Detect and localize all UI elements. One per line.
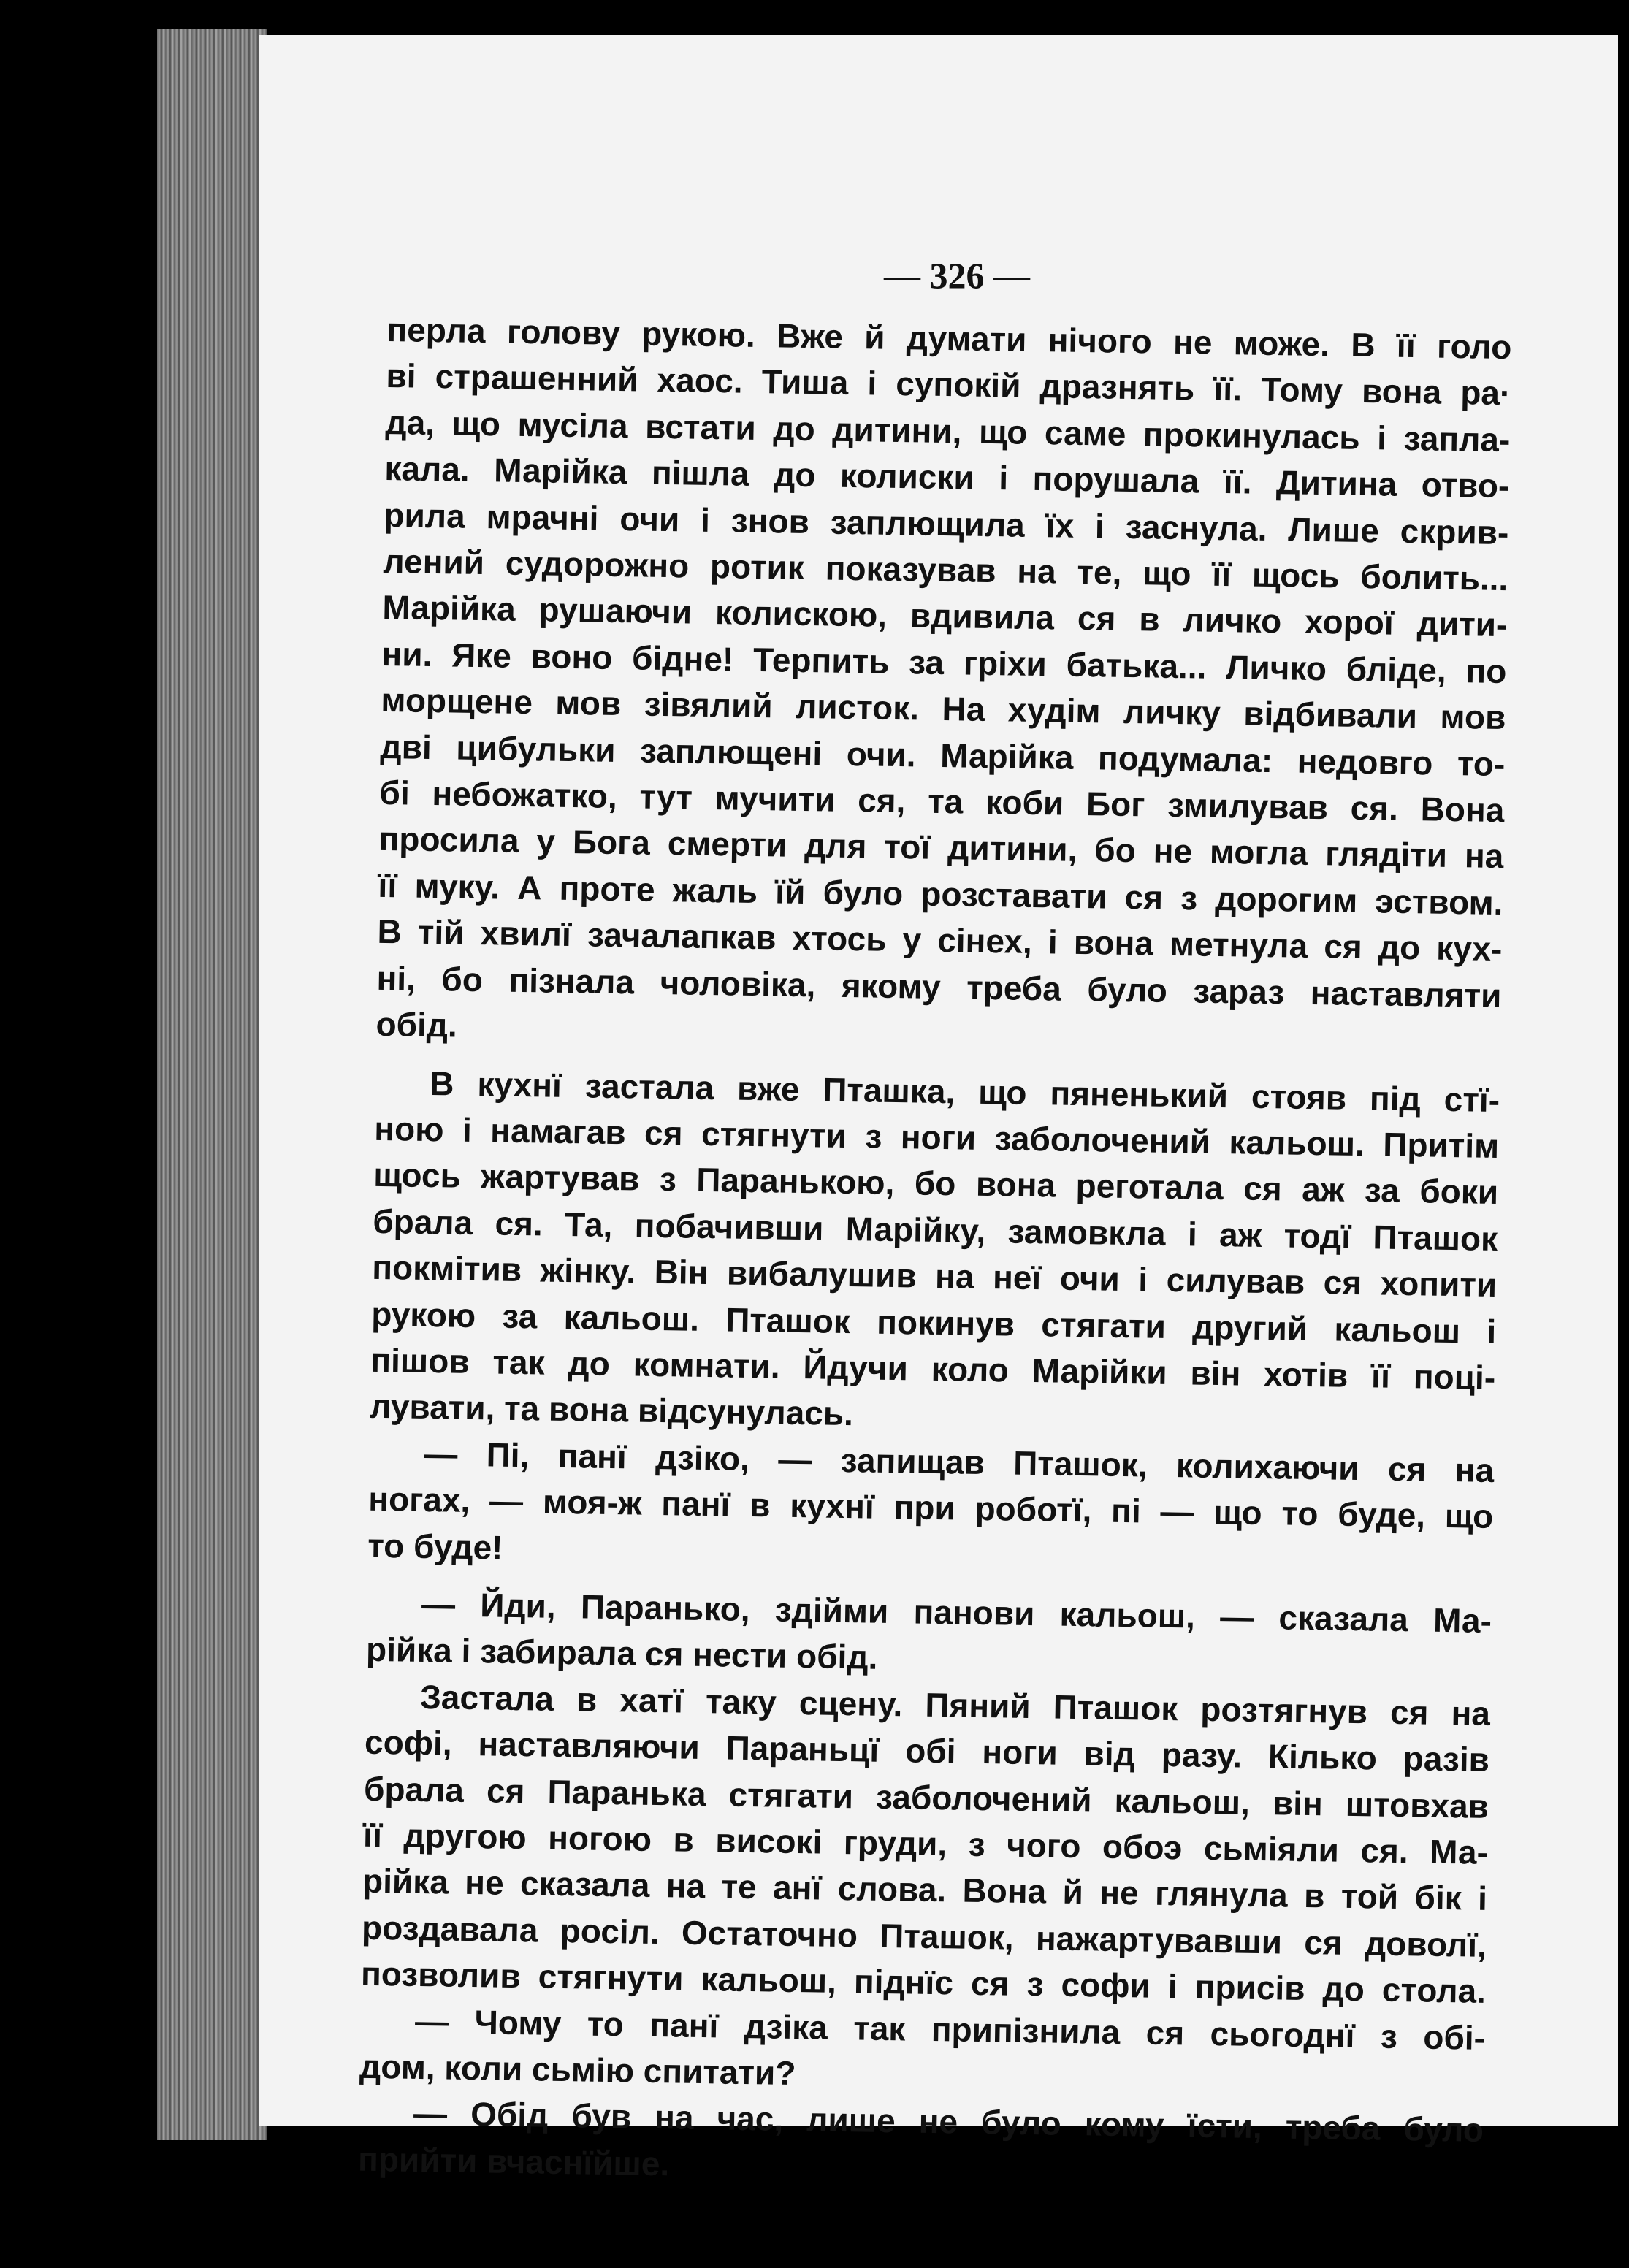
text-line: її другою ногою в високі груди, з чого обоэ сьміяли ся. Ма-	[362, 1815, 1489, 1871]
text-line: брала ся Паранька стягати заболочений кальош, він штовхав	[363, 1769, 1489, 1825]
text-line: лувати, та вона відсунулась.	[369, 1387, 854, 1433]
book-page	[259, 35, 1618, 2183]
text-line: Марійка рушаючи колискою, вдивила ся в личко хорої дити-	[382, 588, 1508, 644]
text-line: позволив стягнути кальош, піднїс ся з софи і присів до стола.	[360, 1954, 1487, 2011]
text-line: то буде!	[367, 1526, 503, 1567]
text-line: прийти вчаснїйше.	[357, 2139, 670, 2183]
text-line: Застала в хатї таку сцену. Пяний Пташок розтягнув ся на	[419, 1677, 1491, 1733]
body-text	[358, 307, 1512, 2200]
text-line: — Обід був на час, лише не було кому їсти, треба було	[413, 2094, 1484, 2150]
text-line: В кухнї застала вже Пташка, що пяненький стояв під стї-	[429, 1064, 1500, 1119]
text-line: дом, коли сьмію спитати?	[359, 2047, 796, 2093]
text-line: софі, наставляючи Параньцї обі ноги від разу. Кілько разів	[364, 1722, 1490, 1779]
text-line: перла голову рукою. Вже й думати нічого не може. В її голо	[386, 310, 1512, 367]
text-line: рила мрачні очи і знов заплющила їх і заснула. Лише скрив-	[384, 495, 1509, 551]
text-line: лений судорожно ротик показував на те, що її щось болить...	[383, 541, 1508, 598]
text-line: її муку. А проте жаль їй було розставати ся з дорогим эством.	[378, 866, 1503, 922]
text-line: — Йди, Паранько, здійми панови кальош, — сказала Ма-	[421, 1584, 1492, 1640]
text-line: рійка не сказала на те анї слова. Вона й не глянула в той бік і	[362, 1862, 1488, 1918]
text-line: щось жартував з Паранькою, бо вона реготала ся аж за боки	[373, 1156, 1499, 1212]
text-line: рійка і забирала ся нести обід.	[365, 1630, 878, 1677]
text-line: пішов так до комнати. Йдучи коло Марійки він хотів її поці-	[370, 1340, 1496, 1397]
text-line: обід.	[375, 1004, 458, 1045]
text-line: роздавала росіл. Остаточно Пташок, нажартувавши ся доволї,	[361, 1908, 1487, 1964]
text-line: — Пі, панї дзіко, — запищав Пташок, колихаючи ся на	[423, 1434, 1495, 1489]
text-line: рукою за кальош. Пташок покинув стягати другий кальош і	[370, 1294, 1497, 1351]
text-line: ногах, — моя-ж панї в кухнї при роботї, пі — що то буде, що	[367, 1479, 1494, 1536]
text-line: — Чому то панї дзіка так припізнила ся сьогоднї з обі-	[414, 2001, 1486, 2057]
text-line: ві страшенний хаос. Тиша і супокій дразнять її. Тому вона ра·	[386, 356, 1511, 413]
text-line: покмітив жінку. Він вибалушив на неї очи і силував ся хопити	[371, 1248, 1498, 1305]
text-line: кала. Марійка пішла до колиски і порушала її. Дитина отво-	[384, 449, 1510, 505]
text-line: бі небожатко, тут мучити ся, та коби Бог змилував ся. Вона	[379, 773, 1505, 830]
text-line: дві цибульки заплющені очи. Марійка подумала: недовго то-	[380, 727, 1506, 783]
text-line: ні, бо пізнала чоловіка, якому треба було зараз наставляти	[376, 958, 1502, 1015]
text-line: В тій хвилї зачалапкав хтось у сінех, і вона метнула ся до кух-	[377, 912, 1503, 969]
text-line: брала ся. Та, побачивши Марійку, замовкла і аж тодї Пташок	[372, 1202, 1498, 1258]
text-line: да, що мусіла встати до дитини, що саме прокинулась і запла-	[385, 402, 1511, 459]
page-number: — 326 —	[884, 255, 1030, 296]
text-line: просила у Бога смерти для тої дитини, бо не могла глядіти на	[378, 820, 1504, 876]
book-spine	[157, 29, 267, 2140]
text-line: ни. Яке воно бідне! Терпить за гріхи батька... Личко бліде, по	[381, 634, 1507, 690]
text-line: морщене мов зівялий листок. На худім личку відбивали мов	[381, 681, 1506, 737]
text-line: ною і намагав ся стягнути з ноги заболочений кальош. Притім	[373, 1109, 1500, 1165]
